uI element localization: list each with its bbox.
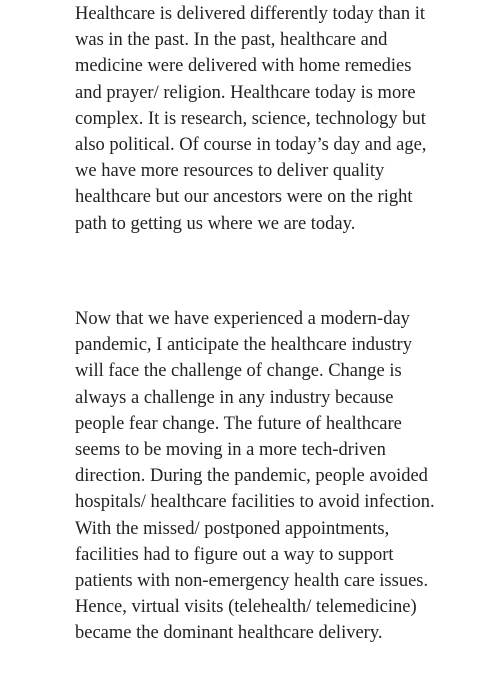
text-line: and prayer/ religion. Healthcare today is more [75,82,416,103]
text-line: also political. Of course in today’s day and age, [75,135,427,156]
text-line: we have more resources to deliver quality [75,161,385,182]
text-line: Healthcare is delivered differently today than it [75,4,425,24]
text-line: complex. It is research, science, technology but [75,108,426,129]
text-line: healthcare but our ancestors were on the right [75,187,413,208]
text-line: hospitals/ healthcare facilities to avoid infection. [75,492,435,513]
text-line: medicine were delivered with home remedies [75,56,412,77]
paragraph-healthcare-future [75,306,475,647]
text-line: Now that we have experienced a modern-day [75,309,410,329]
text-line: direction. During the pandemic, people avoided [75,466,428,487]
text-line: became the dominant healthcare delivery. [75,623,383,644]
text-line: was in the past. In the past, healthcare and [75,30,388,51]
text-line: With the missed/ postponed appointments, [75,518,390,539]
text-line: facilities had to figure out a way to support [75,544,394,565]
text-line: patients with non-emergency health care issues. [75,571,429,592]
text-line: always a challenge in any industry because [75,387,394,408]
text-line: will face the challenge of change. Change is [75,361,402,382]
text-line: pandemic, I anticipate the healthcare industry [75,335,412,356]
paragraph-healthcare-history [75,1,475,237]
text-line: Hence, virtual visits (telehealth/ telemedicine) [75,597,417,618]
text-line: path to getting us where we are today. [75,213,356,234]
text-line: people fear change. The future of healthcare [75,413,402,434]
text-line: seems to be moving in a more tech-driven [75,440,386,461]
